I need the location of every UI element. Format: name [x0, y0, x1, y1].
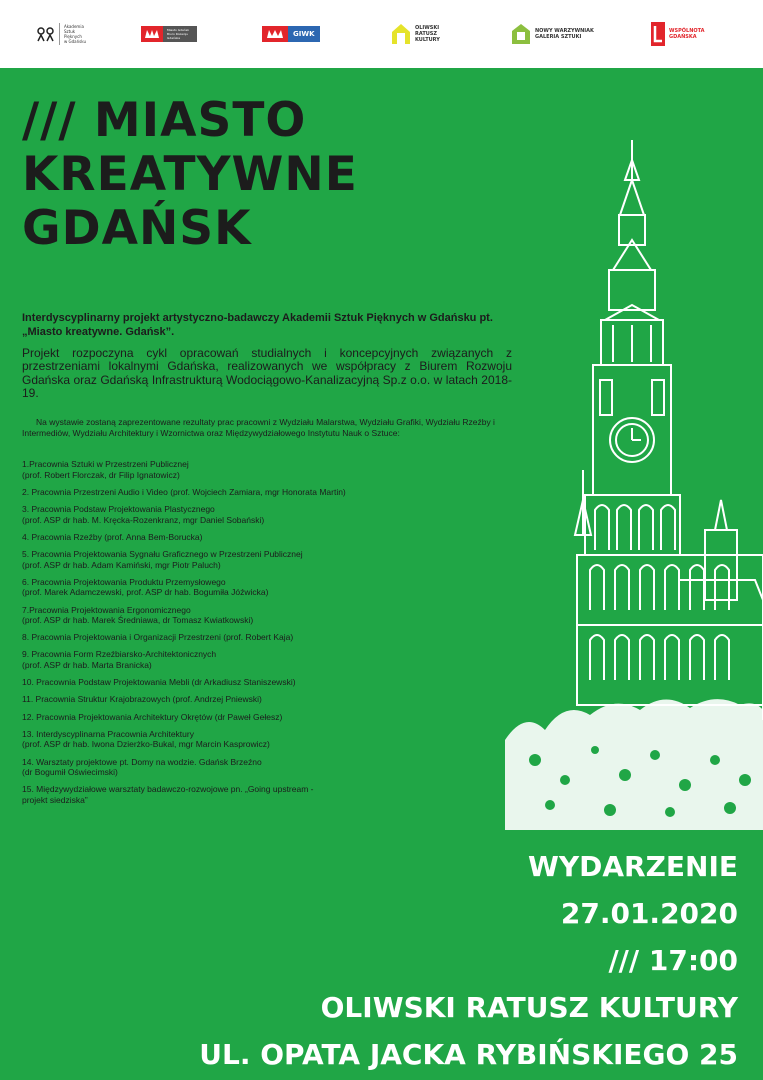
project-subtitle: Interdyscyplinarny projekt artystyczno-badawczy Akademii Sztuk Pięknych w Gdańsku pt. „Miasto kreatywne. Gdańsk”. — [22, 312, 493, 338]
giwk-label: GIWK — [288, 26, 320, 42]
giwk-logo — [262, 22, 320, 46]
event-label: WYDARZENIE — [527, 850, 738, 883]
list-item: 1.Pracownia Sztuki w Przestrzeni Publicznej (prof. Robert Florczak, dr Filip Ignatowicz) — [22, 459, 189, 480]
city-logo — [141, 22, 197, 46]
ork-logo — [391, 22, 440, 46]
title-line-1: /// MIASTO — [22, 93, 307, 148]
title-line-3: GDAŃSK — [22, 201, 252, 256]
list-item: 13. Interdyscyplinarna Pracownia Architektury (prof. ASP dr hab. Iwona Dzierżko-Bukal, mgr Marcin Kasprowicz) — [22, 728, 270, 750]
list-item: 10. Pracownia Podstaw Projektowania Mebli (dr Arkadiusz Staniszewski) — [22, 677, 296, 688]
list-item: 7.Pracownia Projektowania Ergonomicznego (prof. ASP dr hab. Marek Średniawa, dr Tomasz Kwiatkowski) — [22, 604, 254, 626]
list-item: 6. Pracownia Projektowania Produktu Przemysłowego (prof. Marek Adamczewski, prof. ASP dr hab. Bogumiła Jóźwicka) — [22, 576, 269, 598]
event-info — [199, 843, 738, 1078]
list-item: 15. Międzywydziałowe warsztaty badawczo-rozwojowe pn. „Going upstream - projekt siedziska” — [22, 784, 314, 805]
exhibition-intro-text: Na wystawie zostaną zaprezentowane rezultaty prac pracowni z Wydziału Malarstwa, Wydziału Grafiki, Wydziału Rzeźby i Intermediów, Wydziału Architektury i Wzornictwa oraz Międzywydziałowego Instytutu Nauk o Sztuce: — [22, 417, 495, 438]
list-item: 11. Pracownia Struktur Krajobrazowych (prof. Andrzej Pniewski) — [22, 694, 262, 705]
town-hall-tower-illustration — [505, 140, 763, 830]
ork-logo-text: OLIWSKI RATUSZ KULTURY — [415, 25, 440, 43]
nw-logo — [511, 22, 594, 46]
poster-title — [22, 94, 358, 256]
exhibition-intro — [22, 417, 514, 438]
nw-house-icon — [511, 23, 531, 45]
list-item: 5. Pracownia Projektowania Sygnału Graficznego w Przestrzeni Publicznej (prof. ASP dr hab. Adam Kamiński, mgr Piotr Paluch) — [22, 548, 303, 570]
list-item: 14. Warsztaty projektowe pt. Domy na wodzie. Gdańsk Brzeźno (dr Bogumił Oświecimski) — [22, 756, 262, 778]
nw-logo-text: NOWY WARZYWNIAK GALERIA SZTUKI — [535, 28, 594, 40]
title-line-2: KREATYWNE — [22, 147, 358, 202]
city-crest-icon-2 — [262, 26, 288, 42]
asp-divider — [59, 23, 60, 45]
list-item: 2. Pracownia Przestrzeni Audio i Video (prof. Wojciech Zamiara, mgr Honorata Martin) — [22, 486, 346, 497]
event-venue: OLIWSKI RATUSZ KULTURY — [320, 991, 738, 1024]
wg-mark-icon — [651, 22, 665, 46]
asp-logo-icon — [36, 26, 56, 42]
partner-logos-bar — [0, 0, 763, 68]
event-date: 27.01.2020 — [560, 897, 738, 930]
studio-list — [22, 459, 514, 812]
event-address: UL. OPATA JACKA RYBIŃSKIEGO 25 — [199, 1038, 738, 1071]
wg-logo-text: WSPÓLNOTA GDAŃSKA — [669, 28, 705, 40]
list-item: 3. Pracownia Podstaw Projektowania Plastycznego (prof. ASP dr hab. M. Kręcka-Rozenkranz, mgr Daniel Sobański) — [22, 503, 265, 525]
list-item: 8. Pracownia Projektowania i Organizacji Przestrzeni (prof. Robert Kaja) — [22, 632, 294, 643]
list-item: 12. Pracownia Projektowania Architektury Okrętów (dr Paweł Gełesz) — [22, 711, 283, 722]
list-item: 4. Pracownia Rzeźby (prof. Anna Bem-Borucka) — [22, 531, 203, 542]
asp-logo-text: Akademia Sztuk Pięknych w Gdańsku — [64, 24, 86, 44]
list-item: 9. Pracownia Form Rzeźbiarsko-Architektonicznych (prof. ASP dr hab. Marta Branicka) — [22, 649, 217, 671]
city-crest-icon — [141, 26, 163, 42]
asp-logo — [36, 22, 86, 46]
event-time: /// 17:00 — [608, 944, 738, 977]
city-logo-label: Miasto Gdańsk Biuro Rozwoju Gdańska — [163, 26, 197, 42]
project-description: Projekt rozpoczyna cykl opracowań studialnych i koncepcyjnych związanych z przestrzeniami lokalnymi Gdańska, realizowanych we współpracy z Biurem Rozwoju Gdańska oraz Gdańską Infrastrukturą Wodociągowo-Kanalizacyjną Sp.z o.o. w latach 2018-19. — [22, 346, 512, 401]
wg-logo — [651, 22, 705, 46]
ork-house-icon — [391, 23, 411, 45]
